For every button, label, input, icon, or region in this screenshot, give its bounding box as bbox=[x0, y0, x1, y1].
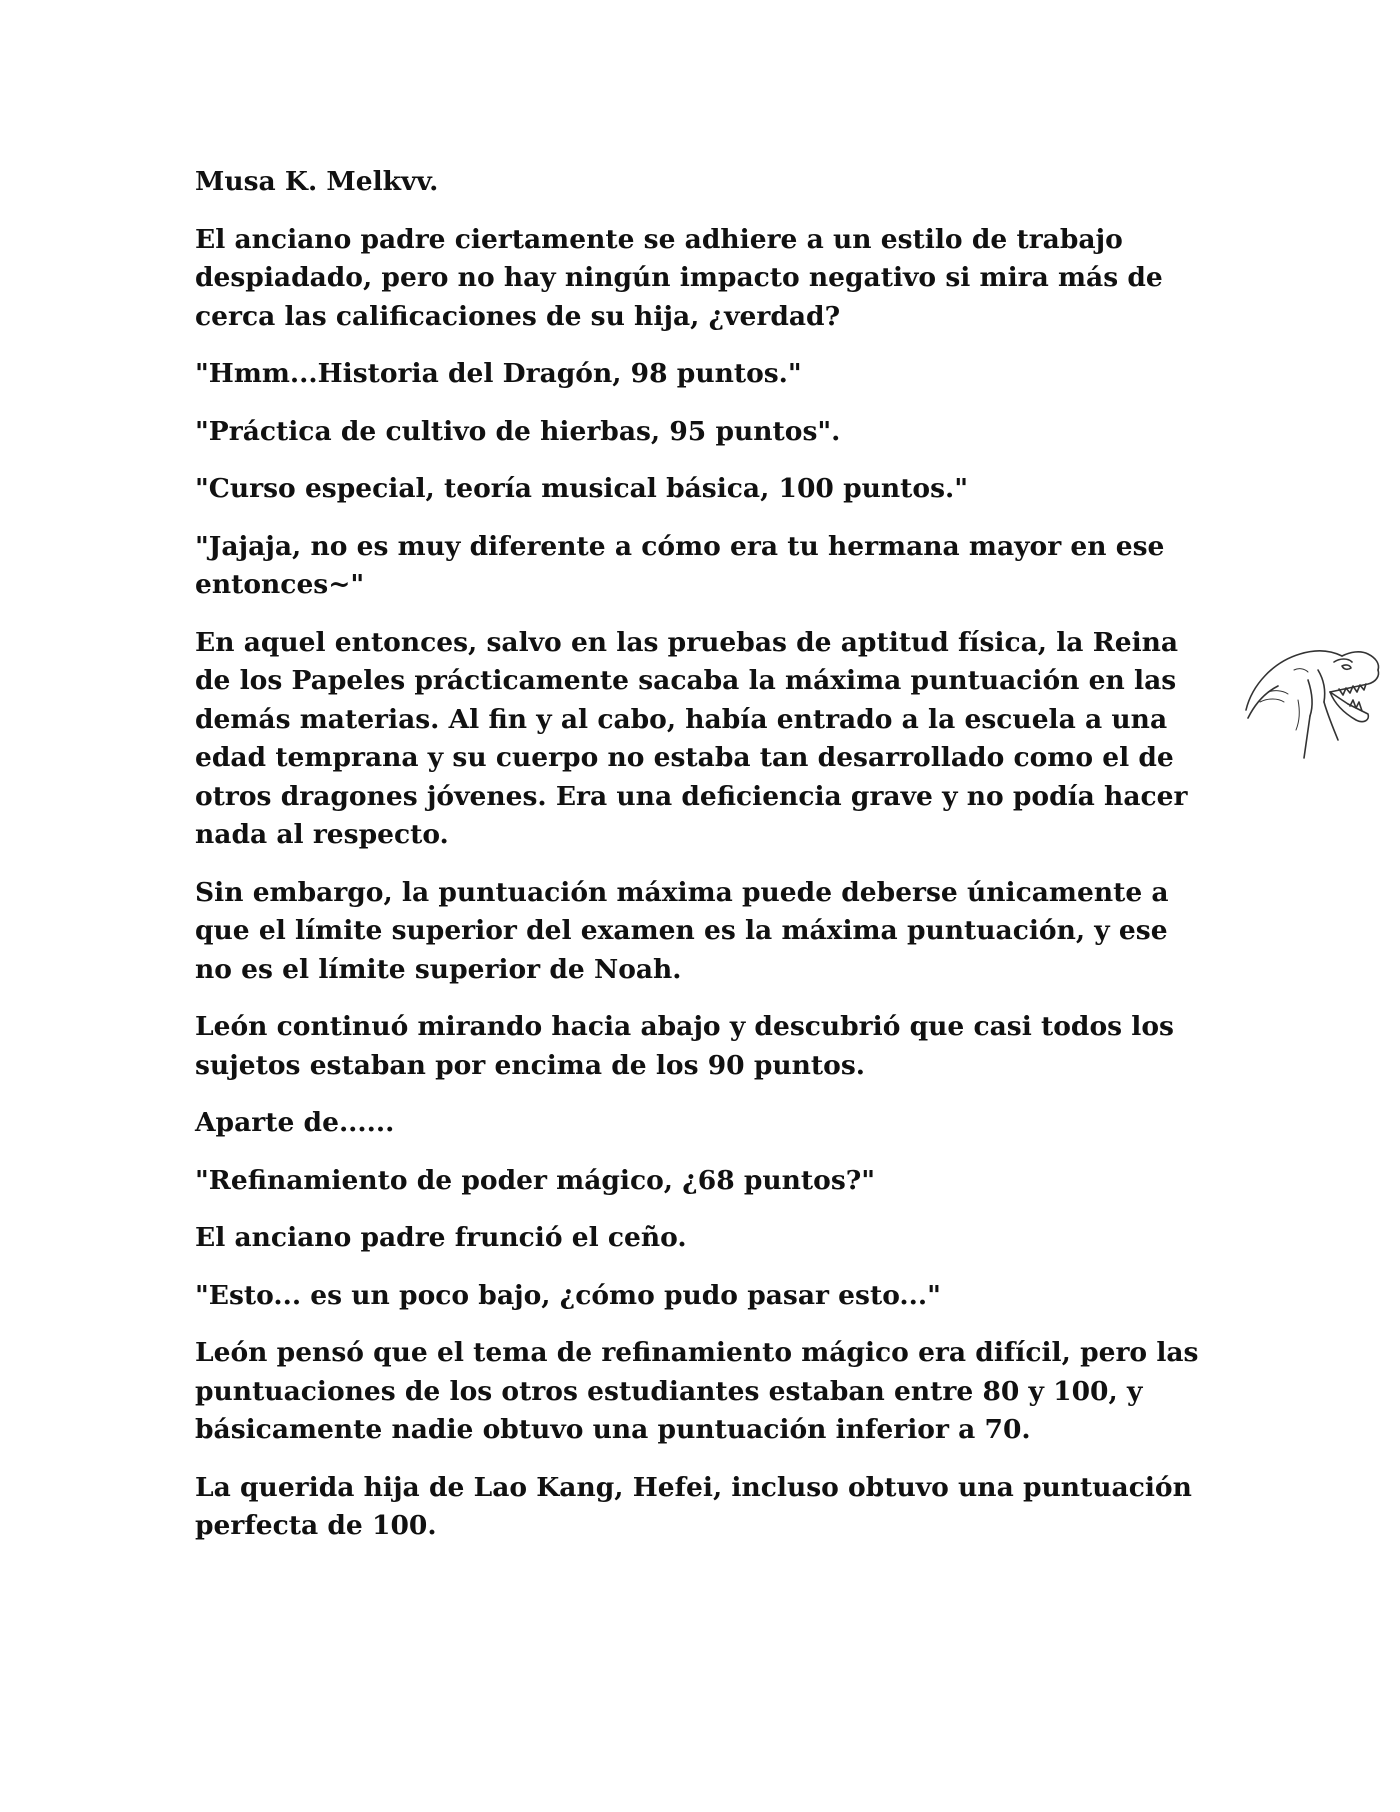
paragraph-9: Aparte de...... bbox=[195, 1107, 395, 1138]
paragraph-7: Sin embargo, la puntuación máxima puede deberse únicamente a que el límite superior del examen es la máxima puntuación, y ese no es el límite superior de Noah. bbox=[195, 876, 1169, 985]
paragraph-10: "Refinamiento de poder mágico, ¿68 puntos?" bbox=[195, 1164, 876, 1196]
dinosaur-sketch-icon bbox=[1238, 640, 1386, 768]
paragraph-6: En aquel entonces, salvo en las pruebas de aptitud física, la Reina de los Papeles prácticamente sacaba la máxima puntuación en las demás materias. Al fin y al cabo, había entrado a la escuela a una edad temprana y su cuerpo no estaba tan desarrollado como el de otros dragones jóvenes. Era una deficiencia grave y no podía hacer nada al respecto. bbox=[195, 626, 1188, 850]
paragraph-14: La querida hija de Lao Kang, Hefei, incluso obtuvo una puntuación perfecta de 100. bbox=[195, 1471, 1192, 1541]
document-body bbox=[195, 163, 1205, 1565]
paragraph-8: León continuó mirando hacia abajo y descubrió que casi todos los sujetos estaban por encima de los 90 puntos. bbox=[195, 1011, 1174, 1081]
paragraph-3: "Práctica de cultivo de hierbas, 95 puntos". bbox=[195, 415, 841, 447]
paragraph-1: El anciano padre ciertamente se adhiere a un estilo de trabajo despiadado, pero no hay ningún impacto negativo si mira más de cerca las calificaciones de su hija, ¿verdad? bbox=[195, 223, 1163, 332]
paragraph-11: El anciano padre frunció el ceño. bbox=[195, 1222, 687, 1253]
author-line: Musa K. Melkvv. bbox=[195, 166, 439, 197]
paragraph-13: León pensó que el tema de refinamiento mágico era difícil, pero las puntuaciones de los otros estudiantes estaban entre 80 y 100, y básicamente nadie obtuvo una puntuación inferior a 70. bbox=[195, 1337, 1199, 1445]
paragraph-4: "Curso especial, teoría musical básica, 100 puntos." bbox=[195, 473, 969, 504]
paragraph-2: "Hmm...Historia del Dragón, 98 puntos." bbox=[195, 358, 802, 389]
paragraph-5: "Jajaja, no es muy diferente a cómo era tu hermana mayor en ese entonces~" bbox=[195, 530, 1165, 600]
paragraph-12: "Esto... es un poco bajo, ¿cómo pudo pasar esto..." bbox=[195, 1279, 941, 1311]
